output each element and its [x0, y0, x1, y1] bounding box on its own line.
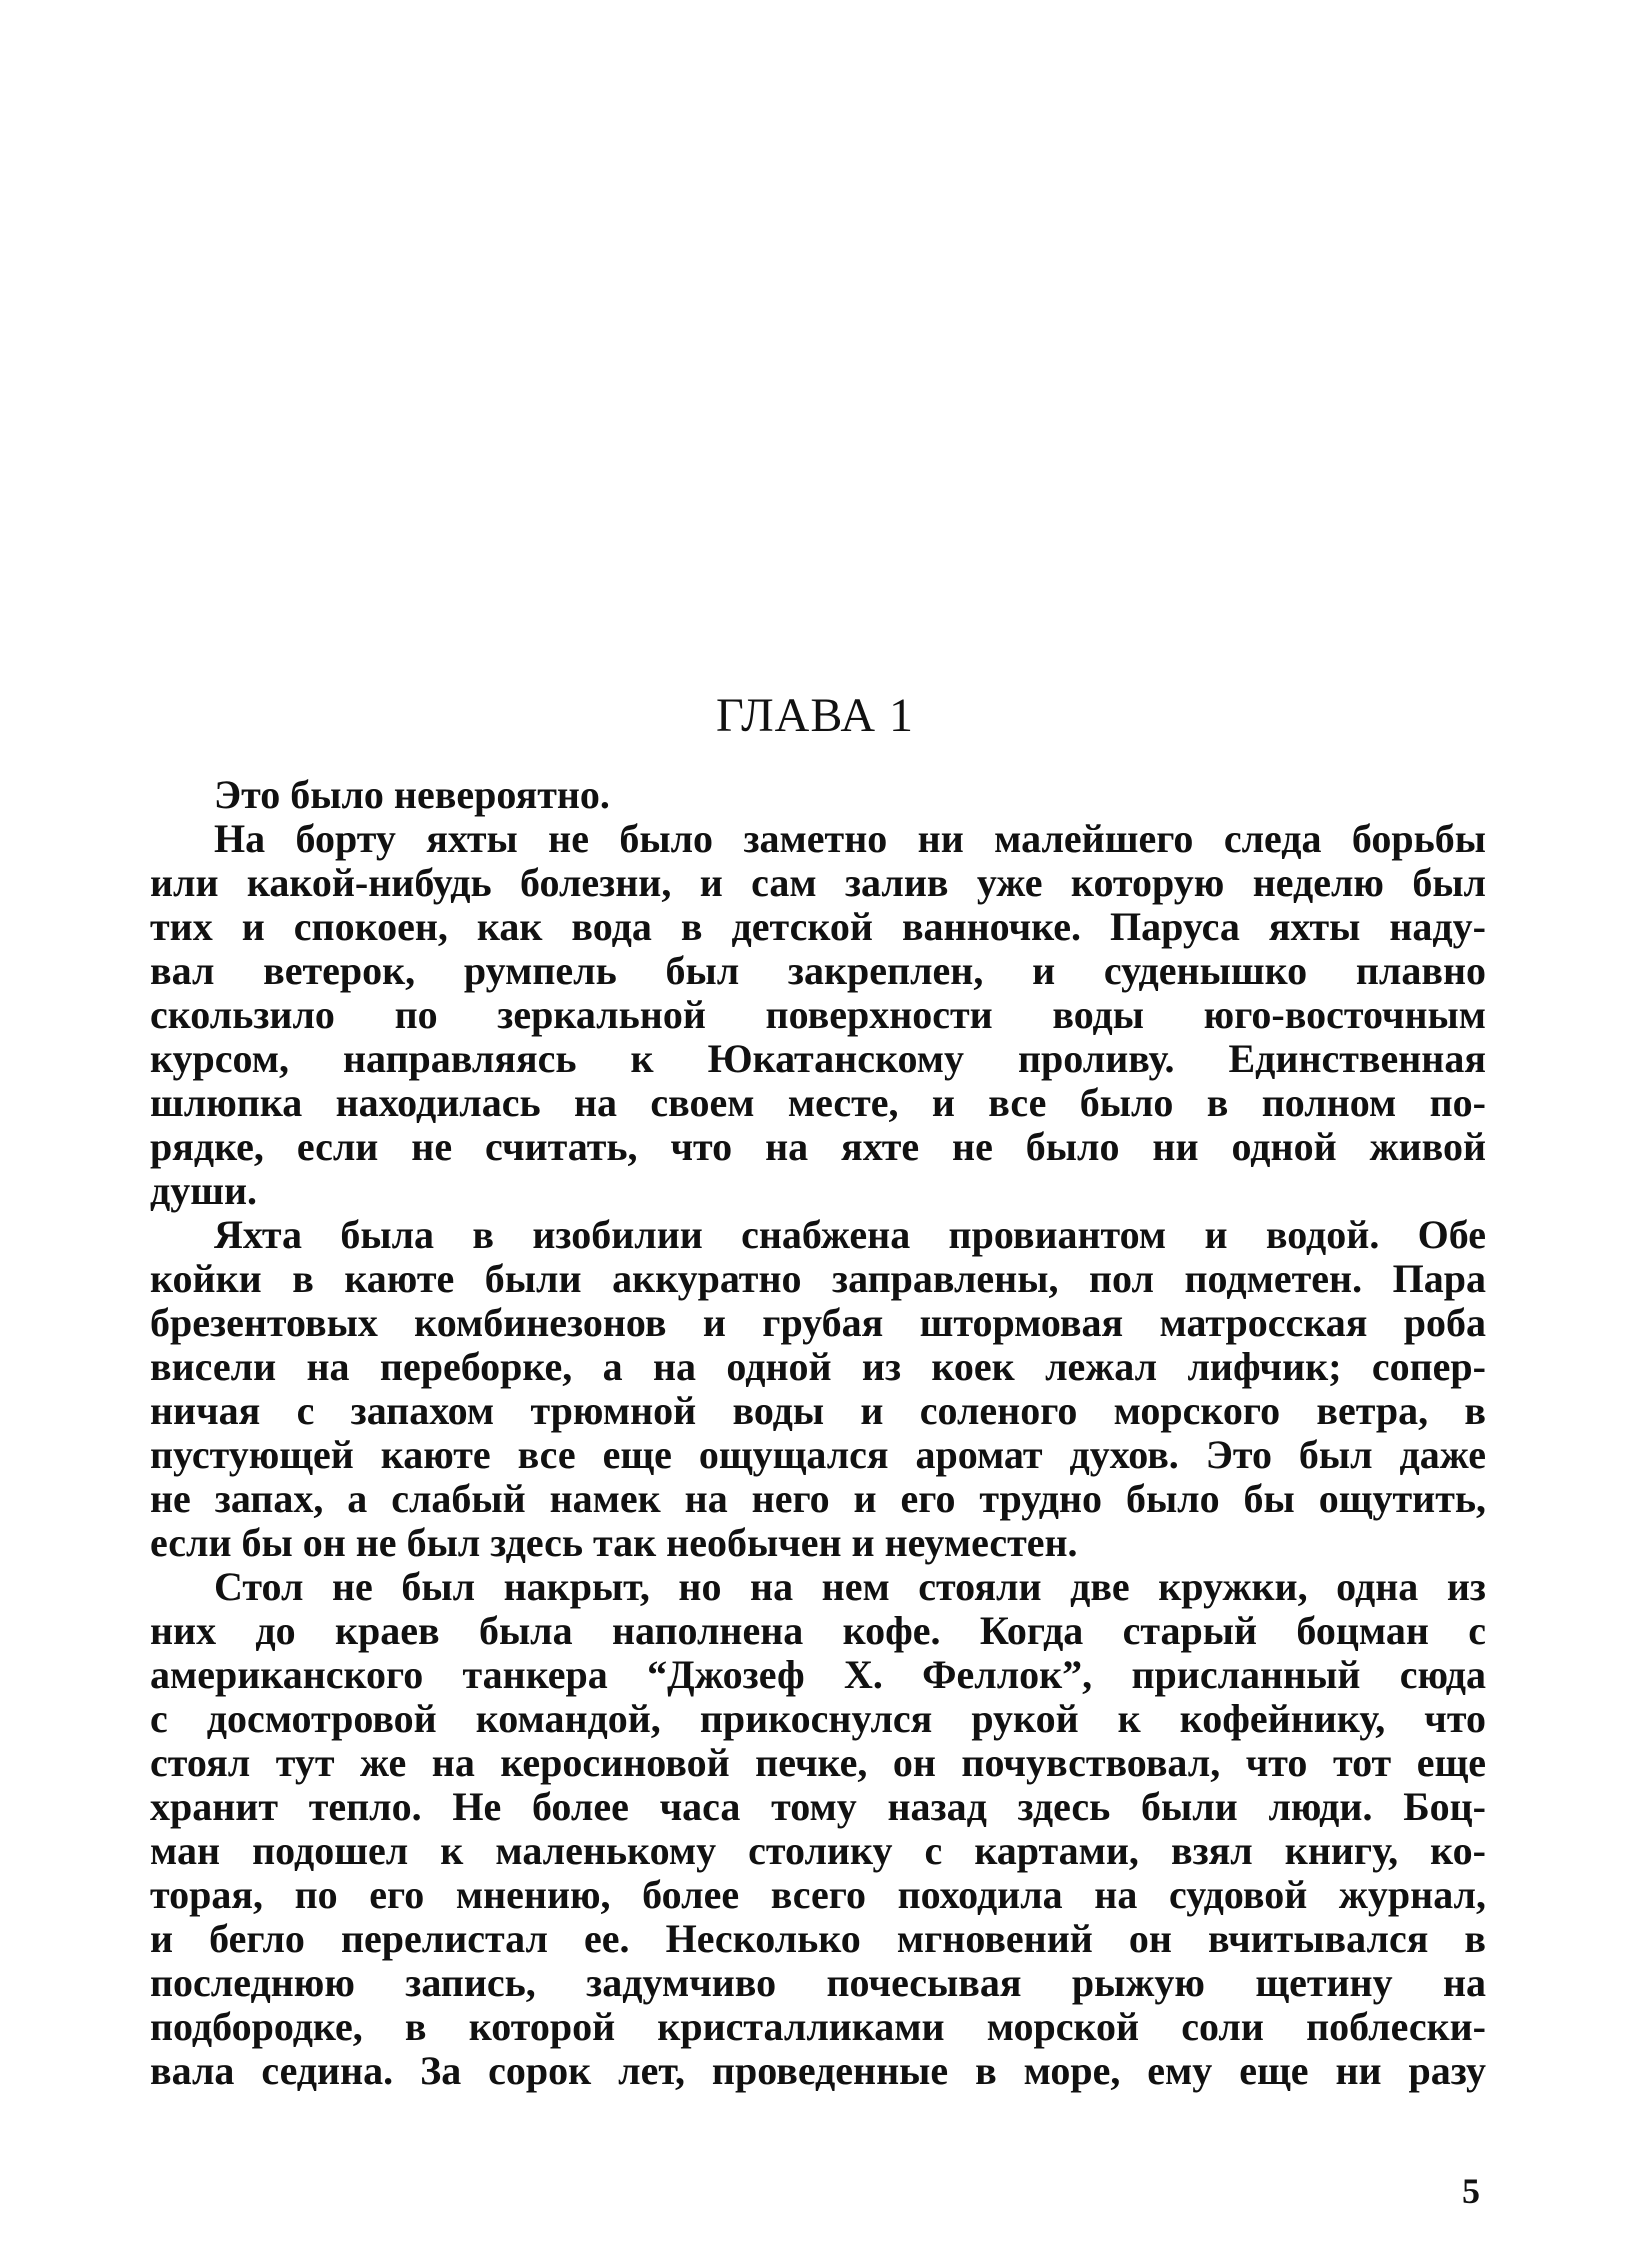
- text-line: не запах, а слабый намек на него и его трудно было бы ощутить,: [150, 1477, 1486, 1521]
- text-line: пустующей каюте все еще ощущался аромат духов. Это был даже: [150, 1433, 1486, 1477]
- text-line: На борту яхты не было заметно ни малейшего следа борьбы: [214, 817, 1486, 861]
- text-line: подбородке, в которой кристалликами морской соли поблески-: [150, 2005, 1486, 2049]
- text-line: стоял тут же на керосиновой печке, он почувствовал, что тот еще: [150, 1741, 1486, 1785]
- text-line: вал ветерок, румпель был закреплен, и суденышко плавно: [150, 949, 1486, 993]
- text-line: скользило по зеркальной поверхности воды юго-восточным: [150, 993, 1486, 1037]
- text-line: души.: [150, 1169, 258, 1213]
- page-number: 5: [1462, 2171, 1480, 2211]
- text-line: брезентовых комбинезонов и грубая штормовая матросская роба: [150, 1301, 1486, 1345]
- text-line: последнюю запись, задумчиво почесывая рыжую щетину на: [150, 1961, 1486, 2005]
- text-line: ман подошел к маленькому столику с картами, взял книгу, ко-: [150, 1829, 1486, 1873]
- text-line: койки в каюте были аккуратно заправлены, пол подметен. Пара: [150, 1257, 1486, 1301]
- text-line: рядке, если не считать, что на яхте не было ни одной живой: [150, 1125, 1486, 1169]
- text-line: курсом, направляясь к Юкатанскому проливу. Единственная: [150, 1037, 1486, 1081]
- text-line: Стол не был накрыт, но на нем стояли две кружки, одна из: [214, 1565, 1486, 1609]
- text-line: них до краев была наполнена кофе. Когда старый боцман с: [150, 1609, 1486, 1653]
- text-line: Яхта была в изобилии снабжена провиантом и водой. Обе: [214, 1213, 1486, 1257]
- text-line: тих и спокоен, как вода в детской ванночке. Паруса яхты наду-: [150, 905, 1486, 949]
- chapter-title: ГЛАВА 1: [715, 689, 914, 742]
- text-line: Это было невероятно.: [214, 773, 610, 817]
- body-text: [150, 773, 1486, 2093]
- text-line: ничая с запахом трюмной воды и соленого морского ветра, в: [150, 1389, 1486, 1433]
- text-line: вала седина. За сорок лет, проведенные в море, ему еще ни разу: [150, 2049, 1486, 2093]
- text-line: с досмотровой командой, прикоснулся рукой к кофейнику, что: [150, 1697, 1486, 1741]
- text-line: торая, по его мнению, более всего походила на судовой журнал,: [150, 1873, 1486, 1917]
- text-line: американского танкера “Джозеф Х. Феллок”, присланный сюда: [150, 1653, 1486, 1697]
- text-line: или какой-нибудь болезни, и сам залив уже которую неделю был: [150, 861, 1486, 905]
- text-line: и бегло перелистал ее. Несколько мгновений он вчитывался в: [150, 1917, 1486, 1961]
- text-line: если бы он не был здесь так необычен и неуместен.: [150, 1521, 1078, 1565]
- text-line: висели на переборке, а на одной из коек лежал лифчик; сопер-: [150, 1345, 1486, 1389]
- text-line: хранит тепло. Не более часа тому назад здесь были люди. Боц-: [150, 1785, 1486, 1829]
- text-line: шлюпка находилась на своем месте, и все было в полном по-: [150, 1081, 1486, 1125]
